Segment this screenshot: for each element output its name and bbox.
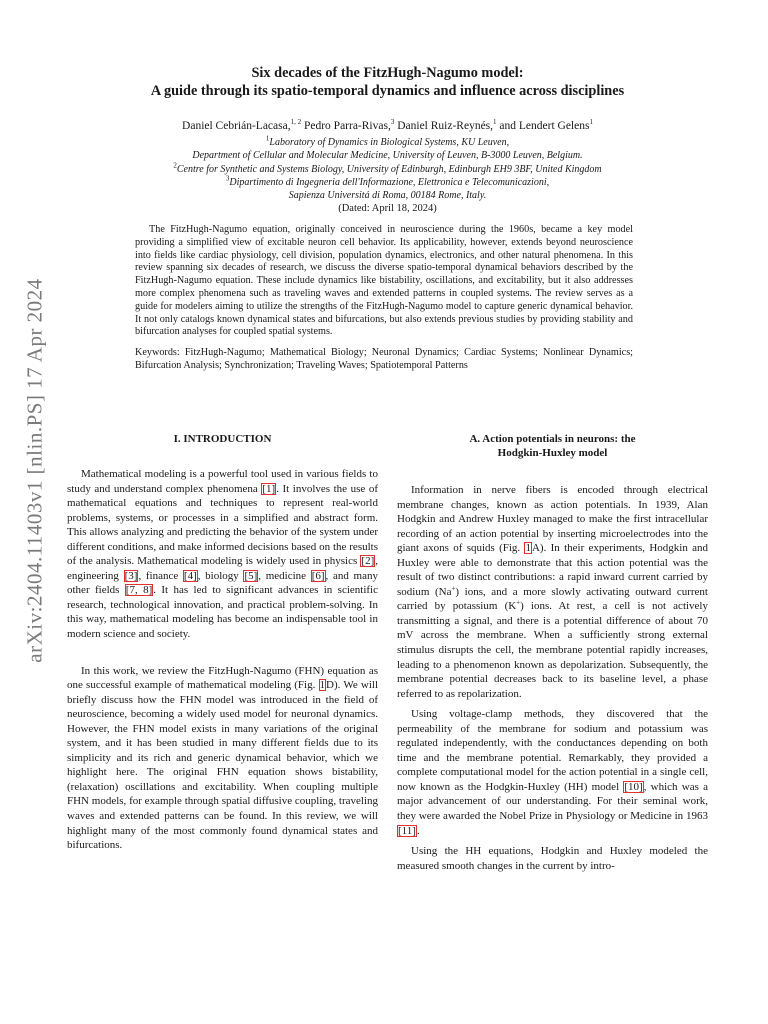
heading-line: Hodgkin-Huxley model [497,447,608,459]
text-run: , and many other fields [67,569,378,597]
text-run: Information in nerve fibers is encoded through electrical membrane changes, known as action potentials. In 1939, Alan Hodgkin and Andrew Huxley managed to make the first intracellular recording of an action potential by inserting microelectrodes into the giant axons of squids (Fig. [397,484,708,555]
charge-superscript: + [516,598,521,607]
author-affil-mark: 1, 2 [290,118,302,127]
text-run: , finance [138,569,183,582]
affil-text: Dipartimento di Ingegneria dell'Informazione, Elettronica e Telecomunicazioni, [229,176,550,188]
author-affil-mark: 3 [390,118,395,127]
text-run: , biology [197,569,244,582]
text-run: ) ions, and a more slowly activating outward current carried by potassium (K [397,585,708,613]
keywords: Keywords: FitzHugh-Nagumo; Mathematical Biology; Neuronal Dynamics; Cardiac Systems; Nonlinear Dynamics; Bifurcation Analysis; Synchronization; Traveling Waves; Spatiotemporal Patterns [135,347,633,371]
author-affil-mark: 1 [589,118,593,127]
citation-link[interactable]: [6] [311,569,325,582]
author-affil-mark: 1 [493,118,497,127]
citation-link[interactable]: [10] [624,780,643,793]
heading-line: A. Action potentials in neurons: the [469,433,636,445]
hh-paragraph-2 [397,707,708,838]
author-name: Daniel Cebrián-Lacasa, [182,120,291,132]
arxiv-watermark [18,270,52,670]
citation-link[interactable]: [3] [124,569,138,582]
author-list [80,118,695,134]
citation-link[interactable]: [1] [262,482,276,495]
affiliation-line [80,136,695,149]
text-run: A). In their experiments, Hodgkin and Huxley were able to demonstrate that this action potential was the result of two distinct contributions: a rapid inward current carried by sodium (Na [397,542,708,598]
section-heading-introduction: I. INTRODUCTION [173,433,272,445]
text-run: In this work, we review the FitzHugh-Nagumo (FHN) equation as one successful example of mathematical modeling (Fig. [67,664,378,692]
author-name: and Lendert Gelens [496,120,590,132]
text-run: , medicine [258,569,311,582]
affiliation-line: Sapienza Universitá di Roma, 00184 Rome, Italy. [288,190,487,202]
arxiv-identifier: arXiv:2404.11403v1 [nlin.PS] 17 Apr 2024 [22,277,47,663]
paper-header [80,64,695,215]
author-name: Daniel Ruiz-Reynés, [394,120,494,132]
affil-mark: 3 [225,174,230,183]
date-line: (Dated: April 18, 2024) [338,203,437,215]
title-line-2: A guide through its spatio-temporal dynamics and influence across disciplines [150,83,625,99]
abstract [135,224,633,373]
citation-link[interactable]: [11] [398,824,416,837]
abstract-text: The FitzHugh-Nagumo equation, originally conceived in neuroscience during the 1960s, became a key model providing a simplified view of excitable neuron cell behavior. Its applicability, however, extends beyond neuroscience into fields like cardiac physiology, cell division, population dynamics, electronics, and other natural phenomena. In this review spanning six decades of research, we discuss the diverse spatio-temporal dynamical behaviors described by the FitzHugh-Nagumo equation. These include dynamics like bistability, oscillations, and excitability, but it also addresses more complex phenomena such as traveling waves and extended patterns in coupled systems. The review serves as a guide for modelers aiming to utilize the strengths of the FitzHugh-Nagumo model to capture generic dynamical behavior. It not only catalogs known dynamical states and bifurcations, but also extends previous studies by providing stability and bifurcation analyses for coupled spatial systems. [135,224,633,338]
hh-paragraph-3 [397,844,708,873]
hh-paragraph-1 [397,483,708,701]
text-run: , which was a major advancement of our understanding. For their seminal work, they were awarded the Nobel Prize in Physiology or Medicine in 1963 [397,780,708,823]
paper-title [80,64,695,100]
text-run: . [416,824,420,837]
affil-text: Centre for Synthetic and Systems Biology, University of Edinburgh, Edinburgh EH9 3BF, United Kingdom [176,163,602,175]
text-run: Using voltage-clamp methods, they discovered that the permeability of the membrane for sodium and potassium was regulated independently, with the conductances depending on both time and the membrane potential. Remarkably, they provided a complete computational model for the action potential in a single cell, now known as the Hodgkin-Huxley (HH) model [397,708,708,793]
left-column [67,432,378,853]
affil-mark: 2 [173,161,177,170]
figure-link[interactable]: 1 [525,542,531,555]
affiliations [80,136,695,202]
title-line-1: Six decades of the FitzHugh-Nagumo model: [251,65,524,81]
citation-link[interactable]: [7, 8] [125,584,153,597]
text-run: ) ions. At rest, a cell is not actively transmitting a signal, and there is a potential difference of about 70 mV across the membrane. When a sufficiently strong external stimulus disrupts the cell, the membrane potential rapidly increases, leading to a phenomenon known as depolarization. Subsequently, the membrane potential decreases back to its baseline level, a phase referred to as repolarization. [397,600,708,700]
text-run: Using the HH equations, Hodgkin and Huxley modeled the measured smooth changes in the current by intro- [397,845,708,872]
affiliation-line [80,176,695,189]
intro-paragraph-2 [67,664,378,853]
citation-link[interactable]: [4] [183,569,197,582]
affil-mark: 1 [265,134,270,143]
text-run: . It has led to significant advances in scientific research, technological innovation, and practical problem-solving. In this way, mathematical modeling has become an indispensable tool in modern science and society. [67,584,378,641]
subsection-heading-action-potentials [397,432,708,460]
citation-link[interactable]: [5] [244,569,258,582]
intro-paragraph-1 [67,467,378,642]
text-run: . It involves the use of mathematical equations and techniques to represent real-world problems, systems, or processes in a simplified and abstract form. This allows analyzing and predicting the behavior of the system under different conditions, and make informed decisions based on the results of the analysis. Mathematical modeling is widely used in physics [67,482,378,568]
affil-text: Laboratory of Dynamics in Biological Systems, KU Leuven, [269,137,510,148]
affiliation-line [80,163,695,176]
citation-link[interactable]: [2] [361,555,375,568]
affiliation-line: Department of Cellular and Molecular Medicine, University of Leuven, B-3000 Leuven, Belgium. [192,150,583,162]
author-name: Pedro Parra-Rivas, [301,120,391,132]
right-column [397,432,708,873]
charge-superscript: + [451,584,456,593]
text-run: Mathematical modeling is a powerful tool used in various fields to study and understand complex phenomena [67,468,378,495]
figure-link[interactable]: 1 [319,679,326,692]
text-run: D). We will briefly discuss how the FHN model was introduced in the field of neuroscience, becoming a widely used model for neuronal dynamics. However, the FHN model exists in many variations of the original system, and it has been studied in many different fields due to its simplicity and its rich and generic dynamical behavior, which we highlight here. The original FHN equation shows bistability, (relaxation) oscillations and excitability. When coupling multiple FHN models, for example through spatial diffusive coupling, traveling waves and extended patterns can be found. In this review, we will highlight many of the most commonly found dynamical states and bifurcations. [67,679,379,852]
text-run: , engineering [67,555,378,582]
